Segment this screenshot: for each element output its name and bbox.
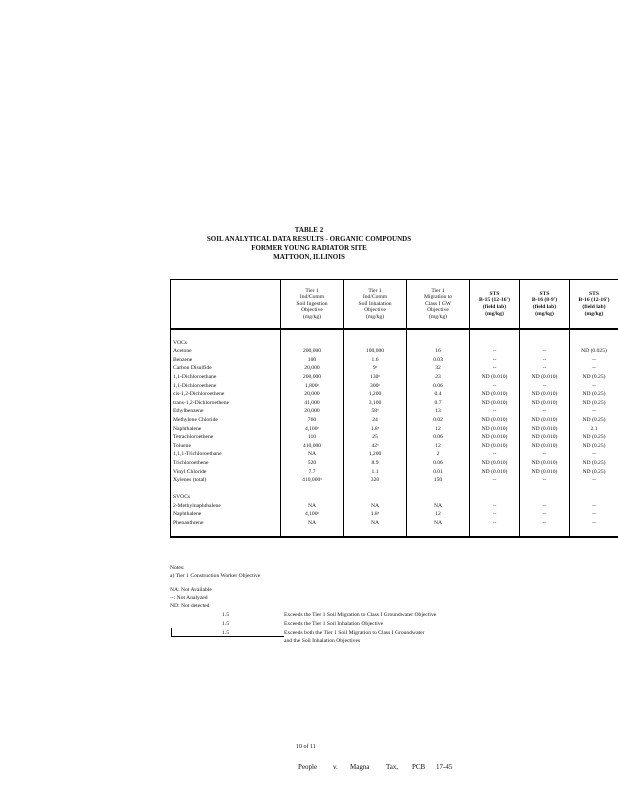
value-cell <box>520 339 570 348</box>
header-line: STS <box>589 290 599 297</box>
compound-name-cell: Carbon Disulfide <box>171 364 281 373</box>
note-not-analyzed: --: Not Analyzed <box>170 595 208 601</box>
value-cell <box>570 485 618 494</box>
header-line: Tier 1 <box>305 287 319 294</box>
legend-value-3: 1.5 <box>222 630 229 636</box>
table-row <box>171 468 618 477</box>
value-cell <box>570 339 618 348</box>
header-line: Migration to <box>423 294 453 301</box>
value-cell: ND (0.010) <box>520 390 570 399</box>
value-cell: ND (0.010) <box>470 442 520 451</box>
value-cell: 2.1 <box>570 425 618 434</box>
table-row <box>171 459 618 468</box>
compound-name-cell: VOCs <box>171 339 281 348</box>
header-line: STS <box>539 290 550 297</box>
value-cell: -- <box>520 407 570 416</box>
footer-case-number: 17-45 <box>436 763 453 771</box>
header-line: Tier 1 <box>368 287 382 294</box>
header-line: (mg/kg) <box>584 310 604 317</box>
value-cell <box>570 493 618 502</box>
header-line: Ind/Comm <box>362 294 388 301</box>
value-cell: 20,000 <box>281 364 344 373</box>
column-header-1 <box>281 280 344 330</box>
value-cell <box>281 485 344 494</box>
value-cell: ND (0.010) <box>470 373 520 382</box>
value-cell: 12 <box>407 425 470 434</box>
value-cell: 8.9 <box>344 459 407 468</box>
value-cell: 0.02 <box>407 416 470 425</box>
header-line: (mg/kg) <box>485 310 504 317</box>
table-number: TABLE 2 <box>294 226 324 234</box>
site-name: FORMER YOUNG RADIATOR SITE <box>251 244 367 252</box>
value-cell: ND (0.010) <box>520 459 570 468</box>
value-cell: NA <box>281 450 344 459</box>
table-row <box>171 347 618 356</box>
value-cell: 20,000 <box>281 390 344 399</box>
value-cell: 16 <box>407 347 470 356</box>
value-cell: 1,200 <box>344 450 407 459</box>
value-cell: ND (0.25) <box>570 390 618 399</box>
value-cell: 110 <box>281 433 344 442</box>
header-line: Soil Ingestion <box>296 300 328 307</box>
table-row <box>171 519 618 528</box>
value-cell: 12 <box>407 442 470 451</box>
value-cell: 410,000ᵃ <box>281 476 344 485</box>
compound-name-cell: Benzene <box>171 356 281 365</box>
compound-name-cell: Trichloroethene <box>171 459 281 468</box>
value-cell <box>470 493 520 502</box>
compound-name-cell: Naphthalene <box>171 425 281 434</box>
value-cell: 32 <box>407 364 470 373</box>
compound-name-cell: trans-1,2-Dichloroethene <box>171 399 281 408</box>
value-cell: -- <box>520 356 570 365</box>
column-header-6 <box>570 280 618 330</box>
value-cell <box>407 528 470 538</box>
value-cell <box>281 339 344 348</box>
compound-name-cell <box>171 485 281 494</box>
value-cell: ND (0.010) <box>520 416 570 425</box>
value-cell: 0.06 <box>407 459 470 468</box>
value-cell <box>470 485 520 494</box>
value-cell: ND (0.010) <box>520 425 570 434</box>
value-cell: 760 <box>281 416 344 425</box>
value-cell: 1.6 <box>344 356 407 365</box>
compound-name-cell: 1,1,1-Trichloroethane <box>171 450 281 459</box>
value-cell <box>520 485 570 494</box>
compound-name-cell: Tetrachloroethene <box>171 433 281 442</box>
value-cell: 410,000 <box>281 442 344 451</box>
compound-name-cell: Xylenes (total) <box>171 476 281 485</box>
value-cell <box>407 329 470 339</box>
value-cell: -- <box>520 450 570 459</box>
column-header-5 <box>520 280 570 330</box>
value-cell: 130ᵃ <box>344 373 407 382</box>
value-cell: NA <box>407 519 470 528</box>
value-cell <box>570 329 618 339</box>
value-cell: -- <box>470 450 520 459</box>
table-row <box>171 364 618 373</box>
compound-name-cell: cis-1,2-Dichloroethene <box>171 390 281 399</box>
header-line: Objective <box>364 307 386 314</box>
footer-pcb: PCB <box>412 763 426 771</box>
value-cell: 200,000 <box>281 373 344 382</box>
value-cell: 100 <box>281 356 344 365</box>
value-cell <box>344 528 407 538</box>
value-cell: NA <box>407 502 470 511</box>
value-cell <box>520 493 570 502</box>
compound-name-cell: 1,1-Dichloroethene <box>171 382 281 391</box>
table-title: SOIL ANALYTICAL DATA RESULTS - ORGANIC COMPOUNDS <box>206 235 412 243</box>
value-cell: ND (0.25) <box>570 468 618 477</box>
compound-name-cell: Naphthalene <box>171 510 281 519</box>
value-cell: NA <box>281 502 344 511</box>
value-cell: ND (0.010) <box>470 459 520 468</box>
legend-value-1: 1.5 <box>222 612 229 618</box>
header-line: (mg/kg) <box>365 313 385 320</box>
value-cell: 520 <box>281 459 344 468</box>
table-row <box>171 425 618 434</box>
page-number: 10 of 11 <box>296 744 316 750</box>
footer-people: People <box>298 763 318 771</box>
compound-name-cell: 1,1-Dichloroethane <box>171 373 281 382</box>
table-row <box>171 476 618 485</box>
value-cell <box>344 329 407 339</box>
value-cell: NA <box>281 519 344 528</box>
header-line: B-16 (8-9') <box>531 297 558 304</box>
table-row <box>171 493 618 502</box>
table-row <box>171 407 618 416</box>
value-cell: ND (0.010) <box>520 433 570 442</box>
value-cell <box>407 339 470 348</box>
column-header-2 <box>344 280 407 330</box>
header-line: Soil Inhalation <box>358 300 392 307</box>
value-cell: 320 <box>344 476 407 485</box>
value-cell <box>344 339 407 348</box>
legend-text-4: and the Soil Inhalation Objectives <box>284 638 361 644</box>
table-row <box>171 502 618 511</box>
table-row <box>171 329 618 339</box>
value-cell <box>570 528 618 538</box>
table-row <box>171 485 618 494</box>
legend-text-1: Exceeds the Tier 1 Soil Migration to Class I Groundwater Objective <box>284 612 437 618</box>
value-cell: -- <box>520 519 570 528</box>
value-cell: 12 <box>407 510 470 519</box>
value-cell: ND (0.25) <box>570 433 618 442</box>
header-line: (mg/kg) <box>428 313 448 320</box>
value-cell: ND (0.010) <box>470 468 520 477</box>
table-row <box>171 510 618 519</box>
value-cell: -- <box>470 407 520 416</box>
header-line: Ind/Comm <box>299 294 325 301</box>
value-cell: -- <box>570 382 618 391</box>
value-cell: 7.7 <box>281 468 344 477</box>
footer-tax: Tax, <box>386 763 399 771</box>
value-cell <box>470 528 520 538</box>
value-cell: -- <box>570 476 618 485</box>
value-cell: -- <box>470 356 520 365</box>
table-header-row <box>171 280 618 330</box>
value-cell: 13 <box>407 407 470 416</box>
value-cell: 1.1 <box>344 468 407 477</box>
value-cell: ND (0.010) <box>470 425 520 434</box>
notes-heading: Notes: <box>170 565 185 571</box>
note-not-detected: ND: Not detected <box>170 603 210 609</box>
value-cell: ND (0.25) <box>570 442 618 451</box>
footer-magna: Magna <box>350 763 370 771</box>
legend-text-2: Exceeds the Tier 1 Soil Inhalation Objective <box>284 621 384 627</box>
column-header-4 <box>470 280 520 330</box>
header-line: Objective <box>427 307 449 314</box>
header-line: (mg/kg) <box>535 310 554 317</box>
value-cell: ND (0.010) <box>520 373 570 382</box>
compound-name-cell: Methylene Chloride <box>171 416 281 425</box>
footer-v: v. <box>333 763 338 771</box>
value-cell <box>470 339 520 348</box>
value-cell: -- <box>470 347 520 356</box>
value-cell: 42ᵃ <box>344 442 407 451</box>
value-cell: -- <box>570 364 618 373</box>
value-cell: 200,000 <box>281 347 344 356</box>
value-cell: 1,800ᵃ <box>281 382 344 391</box>
table-row <box>171 399 618 408</box>
value-cell: 150 <box>407 476 470 485</box>
header-line: STS <box>489 290 500 297</box>
value-cell: ND (0.010) <box>470 433 520 442</box>
value-cell: 41,000 <box>281 399 344 408</box>
value-cell: 0.03 <box>407 356 470 365</box>
value-cell: 58ᵃ <box>344 407 407 416</box>
value-cell: 20,000 <box>281 407 344 416</box>
header-line: (mg/kg) <box>302 313 322 320</box>
header-line: Class I GW <box>424 300 452 307</box>
value-cell: -- <box>520 510 570 519</box>
value-cell <box>344 485 407 494</box>
value-cell <box>520 528 570 538</box>
value-cell <box>281 528 344 538</box>
table-row <box>171 339 618 348</box>
value-cell: 0.01 <box>407 468 470 477</box>
value-cell: -- <box>570 356 618 365</box>
value-cell <box>281 329 344 339</box>
value-cell: ND (0.010) <box>470 399 520 408</box>
table-row <box>171 373 618 382</box>
value-cell: ND (0.25) <box>570 373 618 382</box>
header-line: (field lab) <box>582 304 606 310</box>
value-cell: 4,100ᵃ <box>281 425 344 434</box>
value-cell: ND (0.010) <box>470 390 520 399</box>
table-row <box>171 382 618 391</box>
table-row <box>171 416 618 425</box>
value-cell: 0.7 <box>407 399 470 408</box>
legend-text-3: Exceeds both the Tier 1 Soil Migration to Class I Groundwater <box>284 630 425 636</box>
value-cell <box>407 485 470 494</box>
value-cell: -- <box>470 519 520 528</box>
value-cell: 0.06 <box>407 382 470 391</box>
value-cell: -- <box>470 382 520 391</box>
value-cell: 1.8ᵃ <box>344 425 407 434</box>
value-cell: -- <box>570 450 618 459</box>
table-row <box>171 450 618 459</box>
value-cell: NA <box>344 519 407 528</box>
value-cell: 4,100ᵃ <box>281 510 344 519</box>
table-row <box>171 356 618 365</box>
value-cell: 3,100 <box>344 399 407 408</box>
header-line: B-15 (12-16') <box>479 297 510 304</box>
table-row <box>171 433 618 442</box>
value-cell: -- <box>520 502 570 511</box>
compound-name-cell <box>171 528 281 538</box>
value-cell: -- <box>570 519 618 528</box>
value-cell: ND (0.25) <box>570 416 618 425</box>
value-cell: 0.06 <box>407 433 470 442</box>
value-cell: -- <box>470 510 520 519</box>
compound-name-cell: 2-Methylnaphthalene <box>171 502 281 511</box>
value-cell: -- <box>520 364 570 373</box>
value-cell: -- <box>570 510 618 519</box>
soil-data-table <box>170 279 618 538</box>
compound-name-cell: SVOCs <box>171 493 281 502</box>
value-cell: ND (0.25) <box>570 459 618 468</box>
value-cell: ND (0.025) <box>570 347 618 356</box>
value-cell: -- <box>570 407 618 416</box>
value-cell <box>407 493 470 502</box>
note-a: a) Tier 1 Construction Worker Objective <box>170 573 261 579</box>
value-cell: -- <box>470 476 520 485</box>
compound-name-cell <box>171 329 281 339</box>
value-cell: 1.8ᵃ <box>344 510 407 519</box>
value-cell: 300ᵃ <box>344 382 407 391</box>
column-header-0 <box>171 280 281 330</box>
legend-value-2: 1.5 <box>222 621 229 627</box>
value-cell: -- <box>470 364 520 373</box>
header-line: Objective <box>301 307 323 314</box>
header-line: Tier 1 <box>431 287 445 294</box>
value-cell: 1,200 <box>344 390 407 399</box>
header-line: (field lab) <box>532 304 557 310</box>
value-cell <box>344 493 407 502</box>
value-cell <box>470 329 520 339</box>
value-cell: -- <box>520 382 570 391</box>
value-cell: NA <box>344 502 407 511</box>
header-line: B-16 (12-16') <box>578 297 610 304</box>
value-cell: 100,000 <box>344 347 407 356</box>
note-na: NA: Not Available <box>170 587 212 593</box>
value-cell: ND (0.010) <box>520 468 570 477</box>
site-location: MATTOON, ILLINOIS <box>273 253 345 261</box>
compound-name-cell: Acetone <box>171 347 281 356</box>
table-row <box>171 442 618 451</box>
value-cell: 24 <box>344 416 407 425</box>
value-cell: ND (0.010) <box>470 416 520 425</box>
value-cell: 0.4 <box>407 390 470 399</box>
value-cell: -- <box>570 502 618 511</box>
value-cell <box>520 329 570 339</box>
value-cell: -- <box>470 502 520 511</box>
value-cell: ND (0.010) <box>520 442 570 451</box>
compound-name-cell: Phenanthrene <box>171 519 281 528</box>
compound-name-cell: Vinyl Chloride <box>171 468 281 477</box>
value-cell: ND (0.010) <box>520 399 570 408</box>
compound-name-cell: Ethylbenzene <box>171 407 281 416</box>
value-cell: -- <box>520 476 570 485</box>
value-cell: 2 <box>407 450 470 459</box>
value-cell: -- <box>520 347 570 356</box>
value-cell: 25 <box>344 433 407 442</box>
table-row <box>171 528 618 538</box>
value-cell: 23 <box>407 373 470 382</box>
value-cell: ND (0.25) <box>570 399 618 408</box>
compound-name-cell: Toluene <box>171 442 281 451</box>
table-row <box>171 390 618 399</box>
value-cell <box>281 493 344 502</box>
column-header-3 <box>407 280 470 330</box>
value-cell: 9ᵃ <box>344 364 407 373</box>
header-line: (field lab) <box>482 304 507 310</box>
